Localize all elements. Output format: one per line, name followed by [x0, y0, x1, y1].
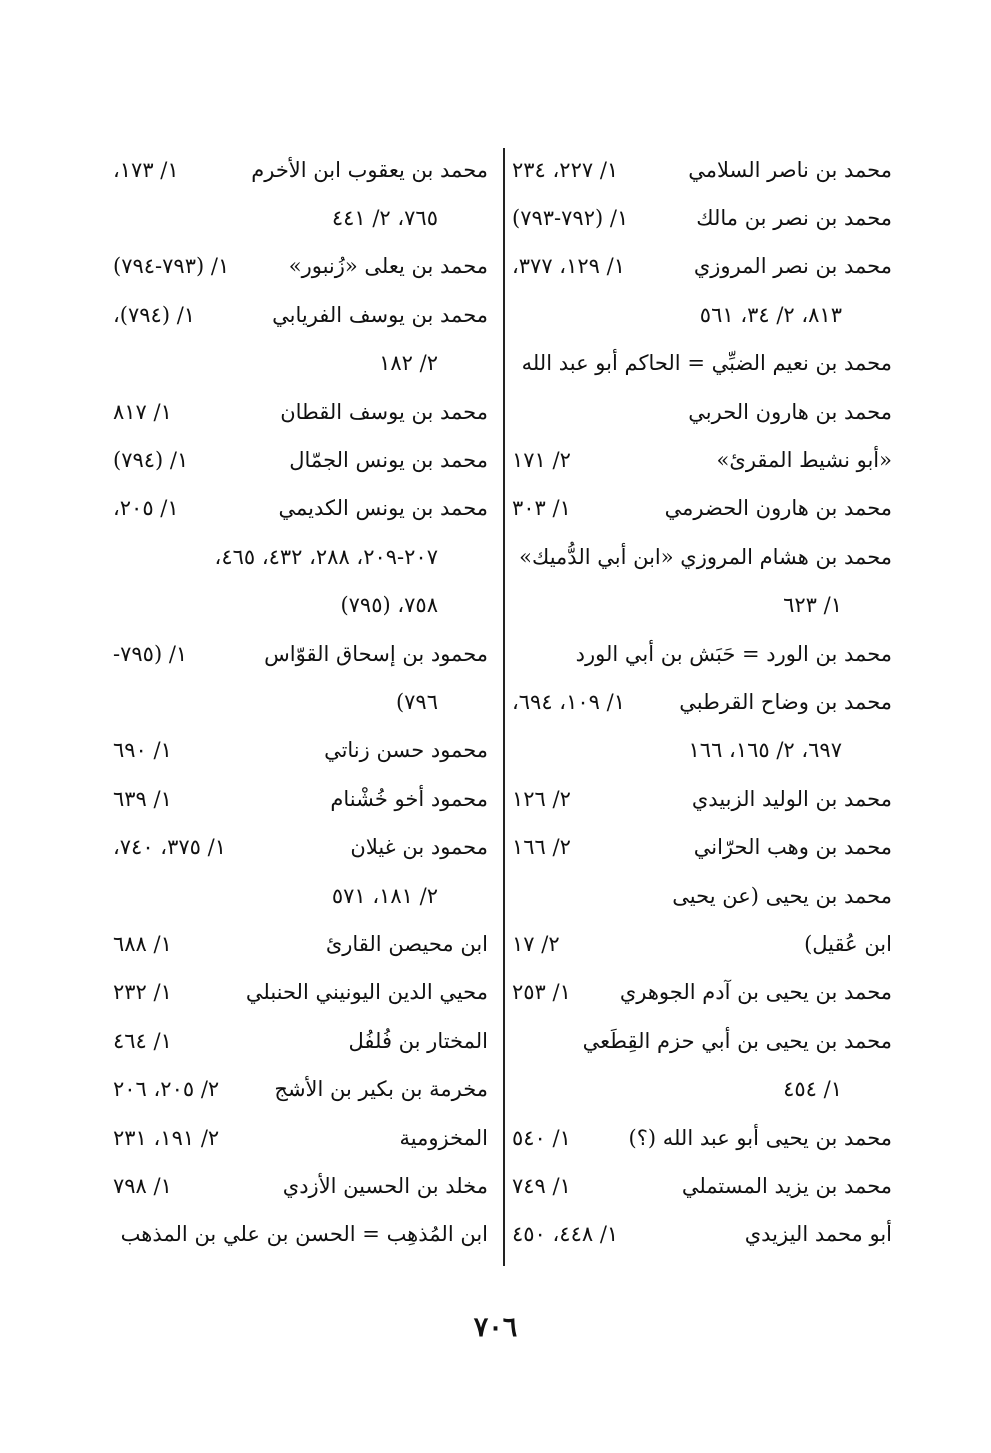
index-entry: [113, 823, 488, 871]
column-divider: [503, 148, 505, 1266]
index-entry: [113, 243, 488, 291]
index-entry: [113, 582, 488, 630]
entry-reference: ٢/ ١٨٢: [379, 351, 438, 376]
entry-name: ابن المُذهِب = الحسن بن علي بن المذهب: [120, 1222, 488, 1247]
entry-reference: ٦٩٧، ٢/ ١٦٥، ١٦٦: [688, 738, 842, 763]
entry-reference: ٢/ ٢٠٥، ٢٠٦: [113, 1077, 220, 1102]
entry-name: محمد بن يوسف الفريابي: [272, 302, 488, 327]
index-entry: [512, 340, 892, 388]
entry-reference: ١/ ٢٠٥،: [113, 496, 179, 521]
entry-reference: ١/ ١٠٩، ٦٩٤،: [512, 689, 625, 714]
entry-name: محمد بن هارون الحربي: [688, 399, 892, 424]
entry-reference: ١/ (٧٩٤)،: [113, 302, 196, 327]
index-entry: [512, 243, 892, 291]
entry-reference: ١/ ٨١٧: [113, 399, 172, 424]
entry-reference: ٢٠٧-٢٠٩، ٢٨٨، ٤٣٢، ٤٦٥،: [214, 544, 438, 569]
entry-reference: ٧٩٦): [395, 689, 438, 714]
entry-reference: ١/ ١٧٣،: [113, 157, 179, 182]
entry-name: ابن محيصن القارئ: [325, 931, 488, 956]
entry-name: مخرمة بن بكير بن الأشج: [274, 1077, 488, 1102]
entry-name: محمد بن يحيى أبو عبد الله (؟): [628, 1125, 892, 1150]
index-entry: [113, 1114, 488, 1162]
right-column: [512, 146, 892, 1259]
entry-name: محمد بن ناصر السلامي: [688, 157, 892, 182]
entry-reference: ١/ ٤٦٤: [113, 1028, 172, 1053]
index-entry: [113, 485, 488, 533]
entry-reference: ١/ ٦٣٩: [113, 786, 172, 811]
index-entry: [113, 388, 488, 436]
entry-reference: ١/ ٣٧٥، ٧٤٠،: [113, 835, 226, 860]
index-entry: [512, 194, 892, 242]
entry-reference: ١/ (٧٩٤): [113, 448, 189, 473]
entry-reference: ٨١٣، ٢/ ٣٤، ٥٦١: [699, 302, 842, 327]
index-entry: [512, 533, 892, 581]
index-entry: [113, 969, 488, 1017]
entry-name: محمود حسن زناتي: [324, 738, 488, 763]
entry-name: محمد بن يحيى بن أبي حزم القِطَعي: [582, 1028, 892, 1053]
index-entry: [113, 533, 488, 581]
entry-name: محمد بن هارون الحضرمي: [664, 496, 892, 521]
index-entry: [113, 727, 488, 775]
index-entry: [113, 436, 488, 484]
entry-name: مخلد بن الحسين الأزدي: [282, 1173, 488, 1198]
index-entry: [113, 920, 488, 968]
entry-reference: ١/ ١٢٩، ٣٧٧،: [512, 254, 625, 279]
entry-name: محمود بن إسحاق القوّاس: [264, 641, 488, 666]
entry-reference: ١/ ٢٢٧، ٢٣٤: [512, 157, 619, 182]
index-entry: [113, 872, 488, 920]
index-entry: [512, 1162, 892, 1210]
entry-name: ابن عُقيل): [804, 931, 892, 956]
entry-reference: ٢/ ١٨١، ٥٧١: [331, 883, 438, 908]
entry-name: محمود بن غيلان: [350, 835, 488, 860]
index-entry: [113, 340, 488, 388]
index-entry: [512, 727, 892, 775]
entry-reference: ١/ ٢٣٢: [113, 980, 172, 1005]
entry-reference: ١/ ٤٤٨، ٤٥٠: [512, 1222, 619, 1247]
index-entry: [113, 291, 488, 339]
entry-reference: ٢/ ١٩١، ٢٣١: [113, 1125, 220, 1150]
entry-name: محمد بن الورد = حَبَش بن أبي الورد: [575, 641, 892, 666]
entry-reference: ١/ ٧٤٩: [512, 1173, 571, 1198]
entry-name: محمد بن يزيد المستملي: [681, 1173, 892, 1198]
entry-reference: ١/ ٦٩٠: [113, 738, 172, 763]
entry-name: أبو محمد اليزيدي: [744, 1222, 892, 1247]
entry-reference: ١/ (٧٩٣-٧٩٤): [113, 254, 230, 279]
index-entry: [113, 194, 488, 242]
index-entry: [512, 388, 892, 436]
index-entry: [512, 291, 892, 339]
entry-reference: ١/ ٦٢٣: [783, 593, 842, 618]
index-entry: [113, 630, 488, 678]
index-entry: [512, 146, 892, 194]
entry-name: المخزومية: [399, 1125, 488, 1150]
entry-name: المختار بن فُلفُل: [348, 1028, 488, 1053]
index-entry: [512, 485, 892, 533]
index-entry: [512, 436, 892, 484]
index-entry: [512, 1211, 892, 1259]
entry-reference: ١/ ٣٠٣: [512, 496, 571, 521]
entry-reference: ٢/ ١٧: [512, 931, 560, 956]
entry-name: محمد بن يوسف القطان: [280, 399, 488, 424]
entry-reference: ١/ (٧٩٢-٧٩٣): [512, 206, 629, 231]
entry-name: محمد بن يعقوب ابن الأخرم: [251, 157, 488, 182]
entry-name: «أبو نشيط المقرئ»: [716, 448, 892, 473]
entry-name: محمد بن نصر بن مالك: [696, 206, 892, 231]
entry-name: محمد بن الوليد الزبيدي: [691, 786, 892, 811]
index-entry: [113, 1162, 488, 1210]
entry-name: محمد بن هشام المروزي «ابن أبي الدُّميك»: [519, 544, 892, 569]
index-entry: [512, 1065, 892, 1113]
entry-reference: ٢/ ١٦٦: [512, 835, 571, 860]
index-entry: [113, 1211, 488, 1259]
entry-reference: ٢/ ١٧١: [512, 448, 571, 473]
index-entry: [512, 582, 892, 630]
left-column: [113, 146, 488, 1259]
entry-name: محمد بن وضاح القرطبي: [679, 689, 892, 714]
index-entry: [512, 1017, 892, 1065]
entry-reference: ٧٥٨، (٧٩٥): [340, 593, 438, 618]
index-entry: [512, 920, 892, 968]
entry-name: محمد بن يعلى «زُنبور»: [288, 254, 488, 279]
entry-name: محمود أخو خُشْنام: [330, 786, 488, 811]
entry-name: محمد بن وهب الحرّاني: [693, 835, 892, 860]
index-entry: [113, 1065, 488, 1113]
entry-reference: ١/ (٧٩٥-: [113, 641, 188, 666]
entry-reference: ١/ ٤٥٤: [783, 1077, 842, 1102]
entry-name: محمد بن يونس الجمّال: [289, 448, 488, 473]
index-entry: [512, 678, 892, 726]
index-entry: [113, 678, 488, 726]
entry-name: محمد بن يحيى بن آدم الجوهري: [619, 980, 892, 1005]
index-entry: [113, 146, 488, 194]
index-entry: [512, 775, 892, 823]
entry-name: محمد بن يونس الكديمي: [278, 496, 488, 521]
entry-reference: ٢/ ١٢٦: [512, 786, 571, 811]
entry-name: محمد بن نعيم الضبِّي = الحاكم أبو عبد الله: [521, 351, 892, 376]
index-entry: [512, 630, 892, 678]
index-entry: [113, 775, 488, 823]
index-entry: [512, 969, 892, 1017]
index-entry: [113, 1017, 488, 1065]
entry-reference: ١/ ٧٩٨: [113, 1173, 172, 1198]
page-number: ٧٠٦: [473, 1312, 518, 1343]
entry-name: محمد بن يحيى (عن يحيى: [672, 883, 892, 908]
index-entry: [512, 1114, 892, 1162]
entry-name: محيي الدين اليونيني الحنبلي: [245, 980, 488, 1005]
index-entry: [512, 872, 892, 920]
entry-reference: ١/ ٦٨٨: [113, 931, 172, 956]
entry-reference: ١/ ٥٤٠: [512, 1125, 571, 1150]
entry-reference: ٧٦٥، ٢/ ٤٤١: [331, 206, 438, 231]
index-entry: [512, 823, 892, 871]
entry-name: محمد بن نصر المروزي: [693, 254, 892, 279]
entry-reference: ١/ ٢٥٣: [512, 980, 571, 1005]
